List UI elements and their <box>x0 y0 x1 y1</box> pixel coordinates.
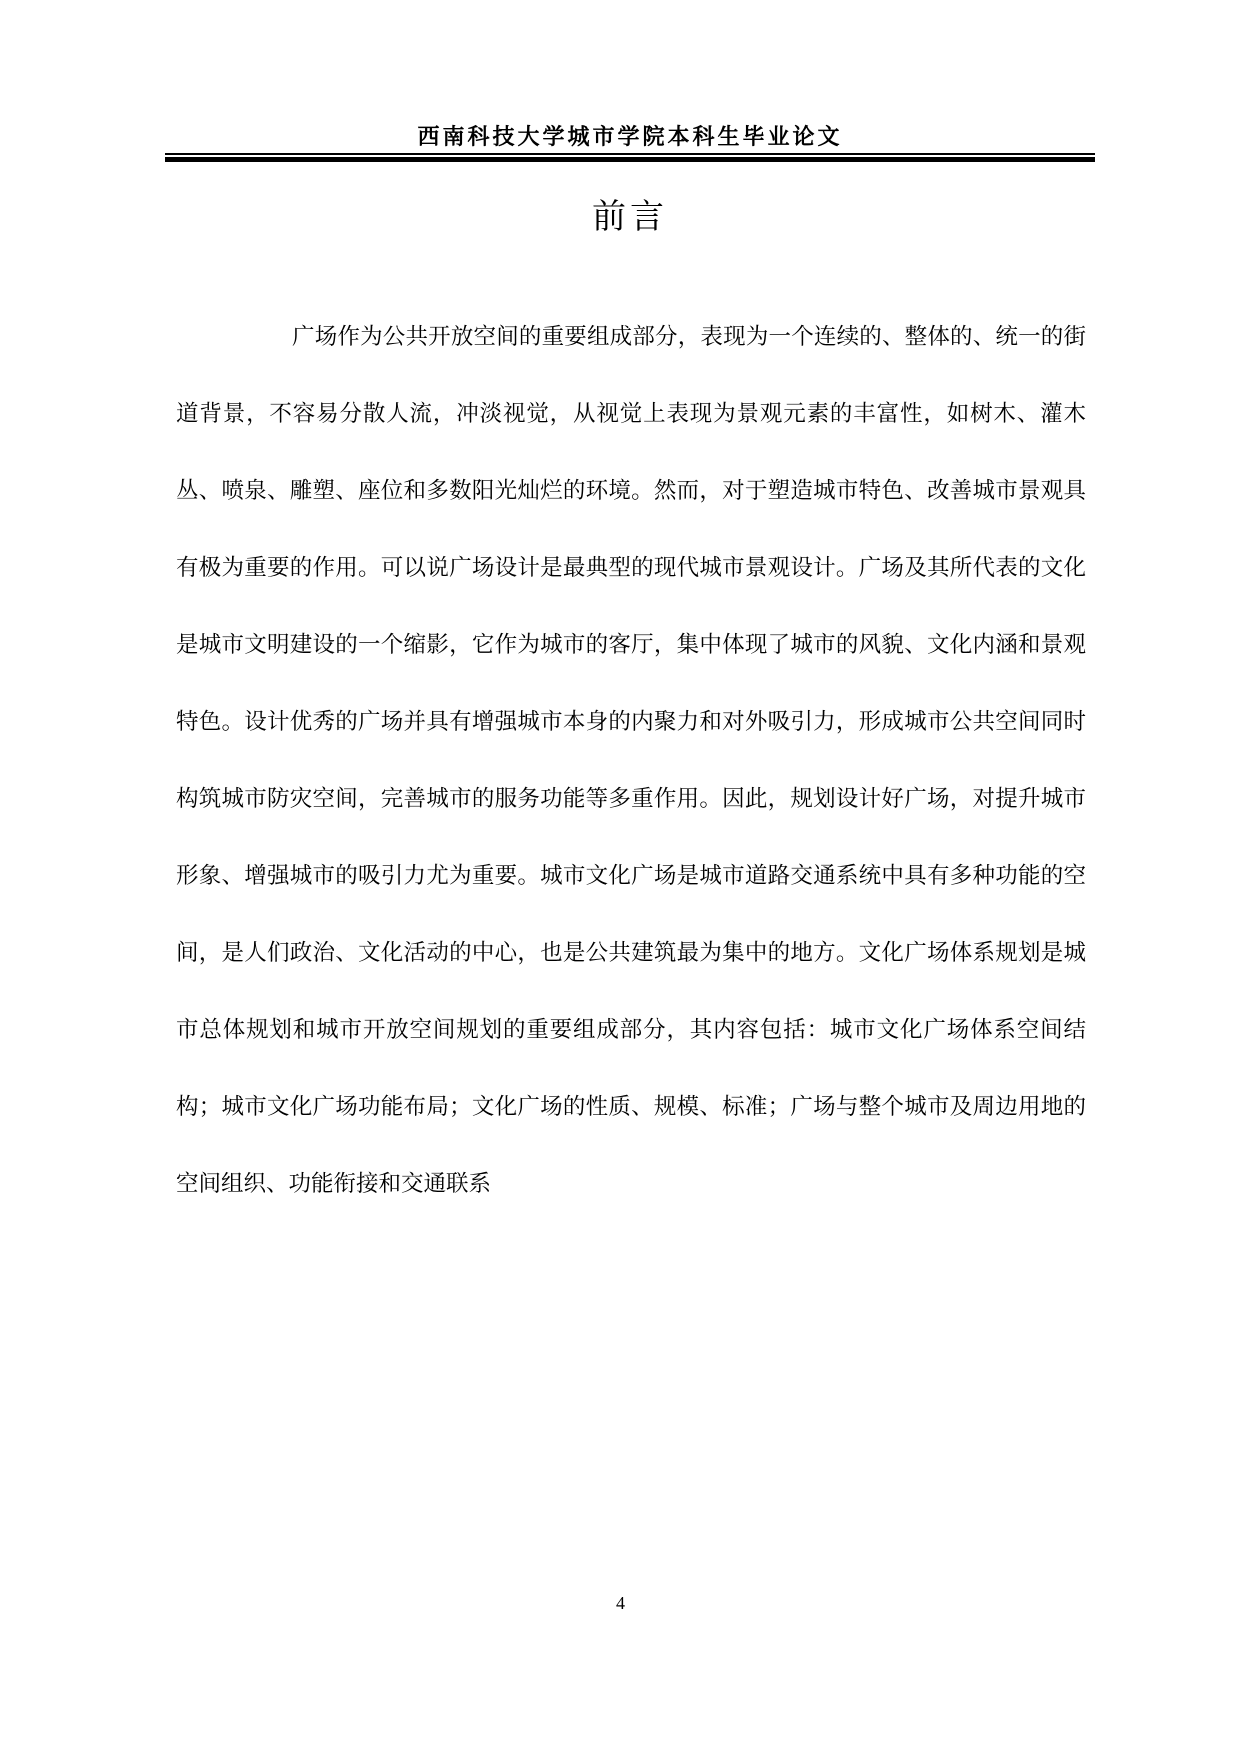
header-rule-thin <box>165 153 1095 155</box>
running-header: 西南科技大学城市学院本科生毕业论文 <box>417 124 843 150</box>
page-number: 4 <box>616 1593 625 1613</box>
body-paragraph: 广场作为公共开放空间的重要组成部分，表现为一个连续的、整体的、统一的街道背景，不容易分散人流，冲淡视觉，从视觉上表现为景观元素的丰富性，如树木、灌木丛、喷泉、雕塑、座位和多数阳光灿烂的环境。然而，对于塑造城市特色、改善城市景观具有极为重要的作用。可以说广场设计是最典型的现代城市景观设计。广场及其所代表的文化是城市文明建设的一个缩影，它作为城市的客厅，集中体现了城市的风貌、文化内涵和景观特色。设计优秀的广场并具有增强城市本身的内聚力和对外吸引力，形成城市公共空间同时构筑城市防灾空间，完善城市的服务功能等多重作用。因此，规划设计好广场，对提升城市形象、增强城市的吸引力尤为重要。城市文化广场是城市道路交通系统中具有多种功能的空间，是人们政治、文化活动的中心，也是公共建筑最为集中的地方。文化广场体系规划是城市总体规划和城市开放空间规划的重要组成部分，其内容包括：城市文化广场体系空间结构；城市文化广场功能布局；文化广场的性质、规模、标准；广场与整个城市及周边用地的空间组织、功能衔接和交通联系 <box>176 324 1086 1197</box>
header-rule-thick <box>165 157 1095 162</box>
section-title: 前言 <box>592 197 668 237</box>
